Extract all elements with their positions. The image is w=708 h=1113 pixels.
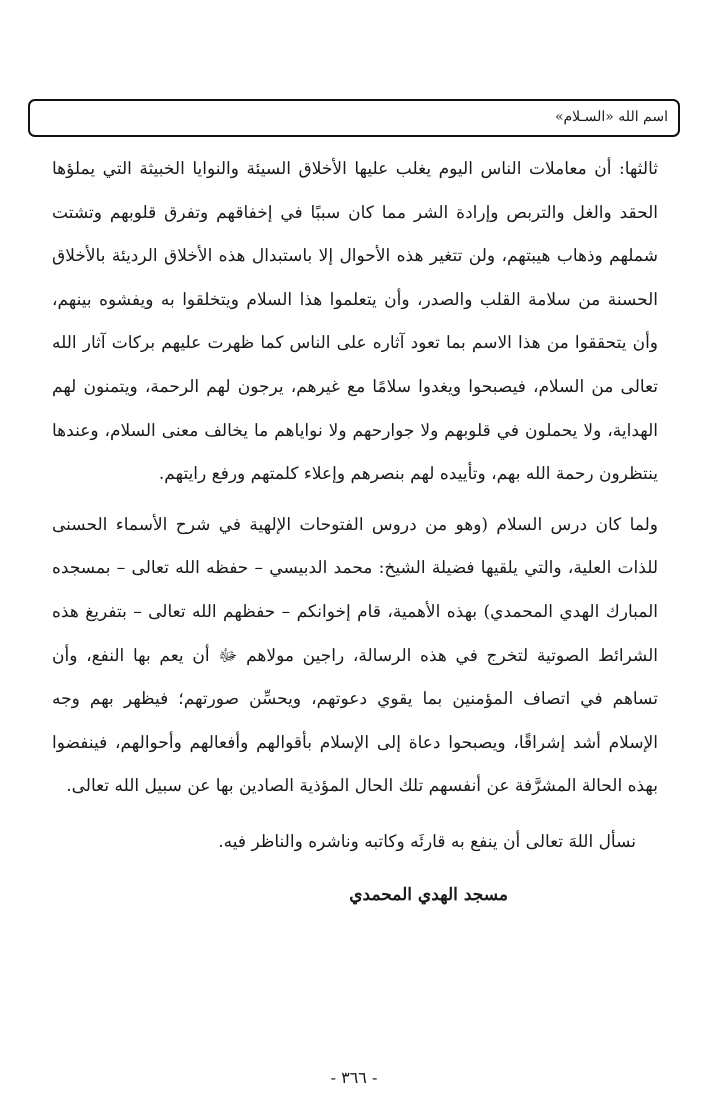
page-body — [52, 148, 658, 917]
closing-prayer: نسأل اللهَ تعالى أن ينفع به قارئَه وكاتبه وناشره والناظر فيه. — [218, 831, 636, 852]
running-header-frame — [28, 99, 680, 137]
body-paragraph-2: ولما كان درس السلام (وهو من دروس الفتوحات الإلهية في شرح الأسماء الحسنى للذات العلية، والتي يلقيها فضيلة الشيخ: محمد الدبيسي – حفظه الله تعالى – بمسجده المبارك الهدي المحمدي) بهذه الأهمية، قام إخوانكم – حفظهم الله تعالى – بتفريغ هذه الشرائط الصوتية لتخرج في هذه الرسالة، راجين مولاهم ﷻ أن يعم بها النفع، وأن تساهم في اتصاف المؤمنين بما يقوي دعوتهم، ويحسِّن صورتهم؛ فيظهر بهم وجه الإسلام أشد إشراقًا، ويصبحوا دعاة إلى الإسلام بأقوالهم وأفعالهم وأحوالهم، فينفضوا بهذه الحالة المشرَّفة عن أنفسهم تلك الحال المؤذية الصادين بها عن سبيل الله تعالى. — [52, 514, 658, 797]
signature: مسجد الهدي المحمدي — [349, 884, 508, 905]
running-header-title: اسم الله «السـلام» — [554, 109, 668, 125]
page-number: - ٣٦٦ - — [330, 1068, 378, 1087]
body-paragraph-1: ثالثها: أن معاملات الناس اليوم يغلب عليها الأخلاق السيئة والنوايا الخبيثة التي يملؤها الحقد والغل والتربص وإرادة الشر مما كان سببًا في إخفاقهم وتفرق قلوبهم وتشتت شملهم وذهاب هيبتهم، ولن تتغير هذه الأحوال إلا باستبدال هذه الأخلاق الرديئة بالأخلاق الحسنة من سلامة القلب والصدر، وأن يتعلموا هذا السلام ويتخلقوا به ويفشوه بينهم، وأن يتحققوا من هذا الاسم بما تعود آثاره على الناس كما ظهرت عليهم بركات آثار الله تعالى من السلام، فيصبحوا ويغدوا سلامًا مع غيرهم، يرجون لهم الرحمة، ويتمنون لهم الهداية، ولا يحملون في قلوبهم ولا جوارحهم ولا نواياهم ما يخالف معنى السلام، وعندها ينتظرون رحمة الله بهم، وتأييده لهم بنصرهم وإعلاء كلمتهم ورفع رايتهم. — [52, 159, 658, 485]
